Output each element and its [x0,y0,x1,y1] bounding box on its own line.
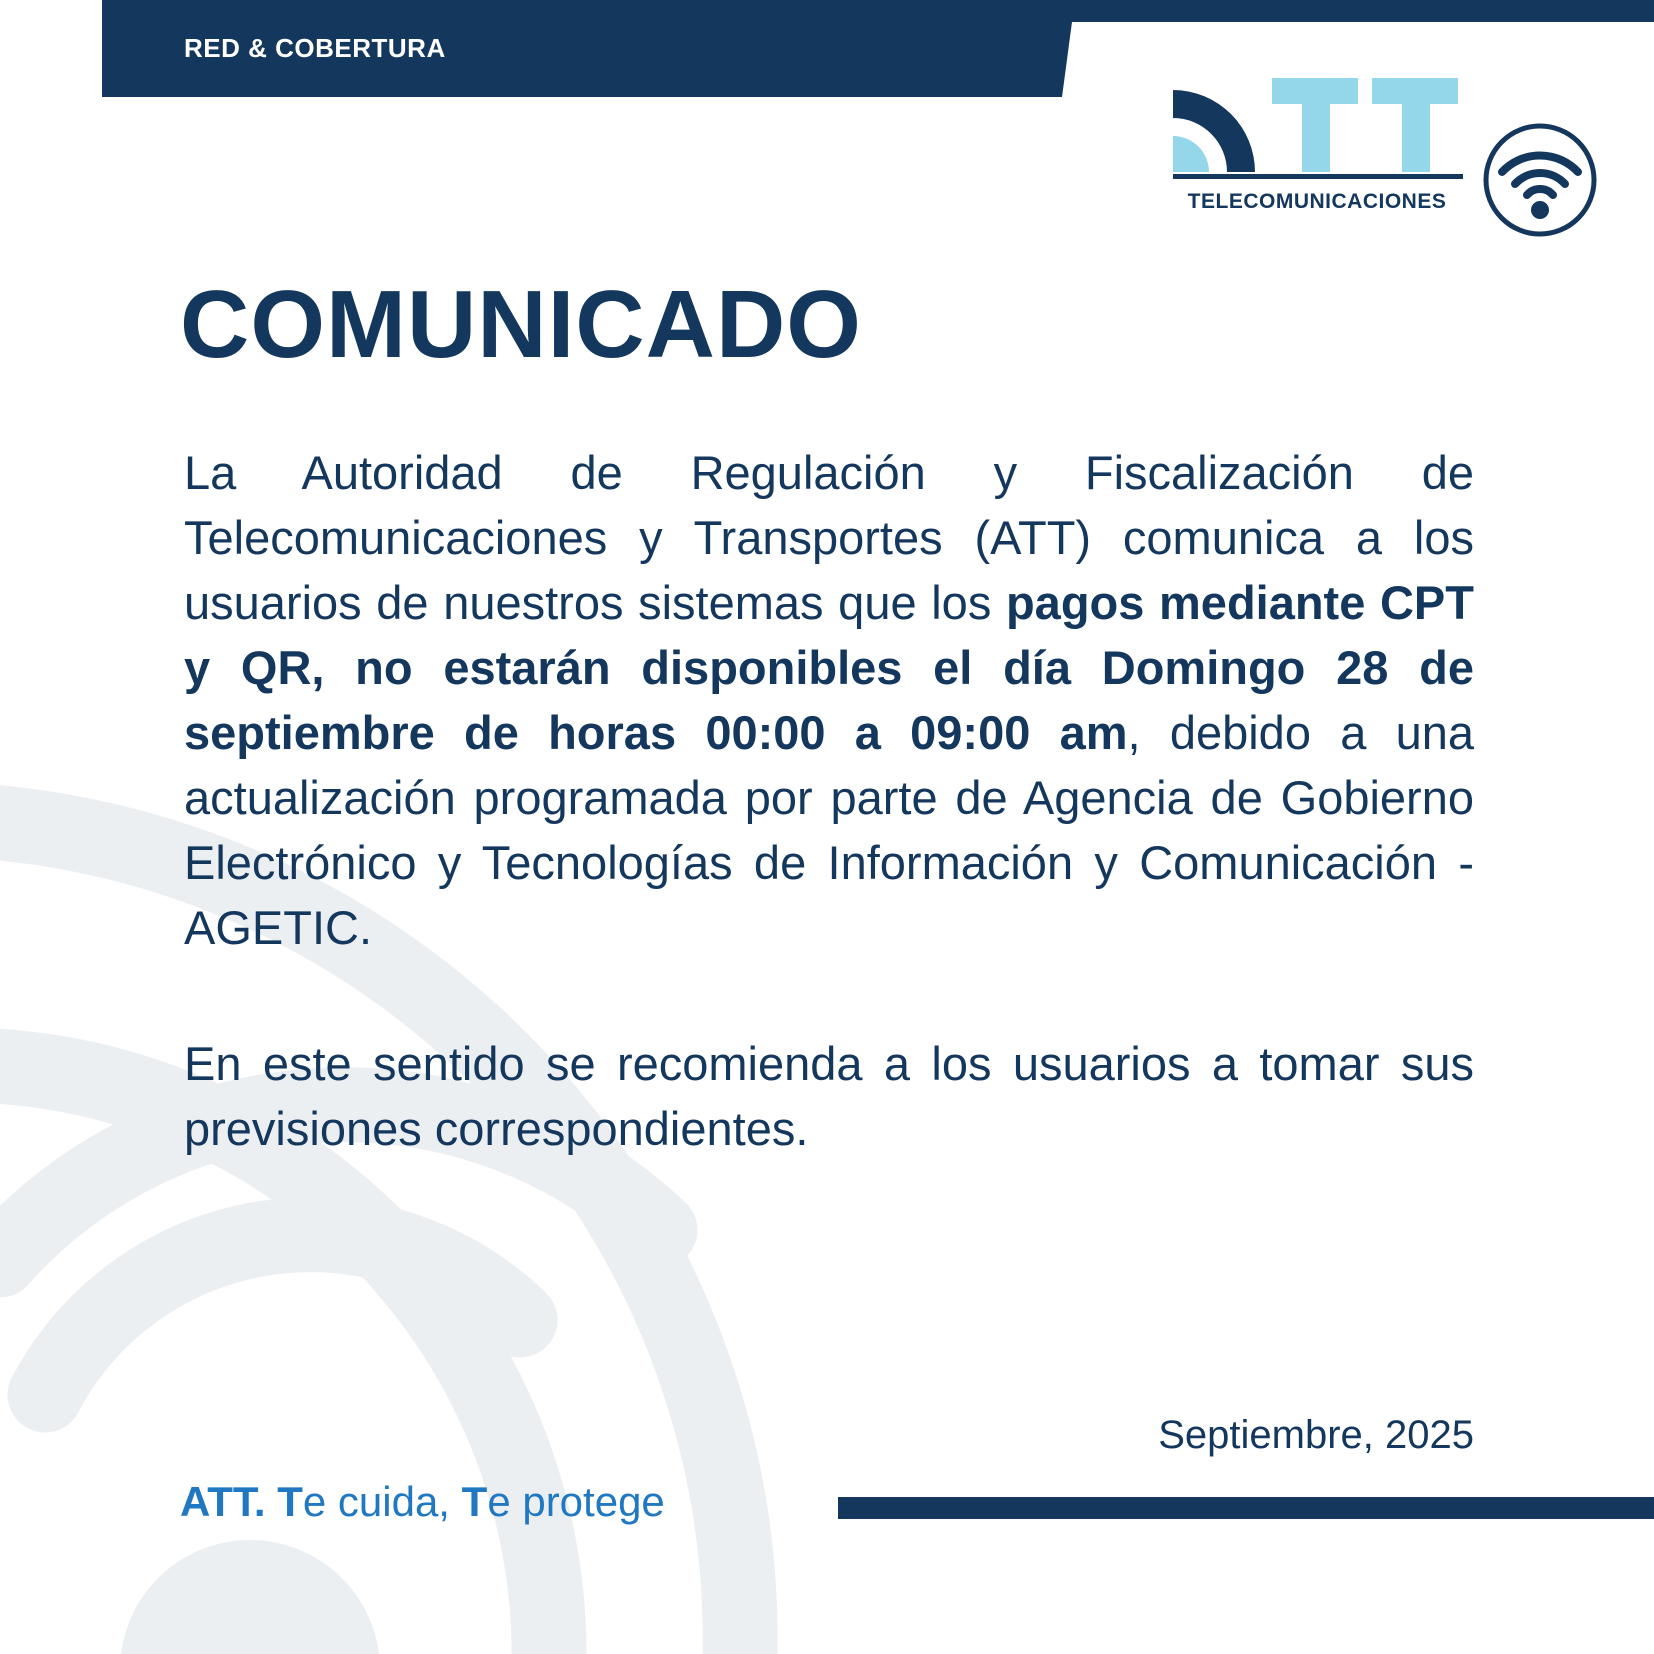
paragraph-text-1: La Autoridad de Regulación y Fiscalización de Telecomunicaciones y Transportes (ATT) comunica a los usuarios de nuestros sistemas que los [184,446,1474,629]
category-label: RED & COBERTURA [184,33,446,63]
slogan-brand: ATT. [180,1478,266,1525]
att-logo-mark [1166,72,1476,192]
paragraph-text-2: , debido a una actualización programada por parte de Agencia de Gobierno Electrónico y Tecnologías de Información y Comunicación - AGETIC. [184,706,1474,954]
logo-subtitle: TELECOMUNICACIONES [1187,190,1447,213]
page-title: COMUNICADO [180,271,862,378]
paragraph-highlight: pagos mediante CPT y QR, no estarán disponibles el día Domingo 28 de septiembre de horas 00:00 a 09:00 am [184,576,1474,759]
slogan-part-1: e cuida, [302,1478,462,1525]
slogan-t2: T [461,1478,488,1525]
announcement-paragraph [184,440,1474,960]
slogan-part-2: e protege [487,1478,665,1525]
wifi-icon [1480,120,1600,240]
slogan-t1: T [277,1478,303,1525]
slogan [180,1478,665,1526]
footer-bar [838,1497,1654,1519]
date-label: Septiembre, 2025 [1158,1413,1474,1457]
att-logo [1166,72,1476,222]
recommendation-paragraph: En este sentido se recomienda a los usuarios a tomar sus previsiones correspondientes. [184,1037,1474,1155]
